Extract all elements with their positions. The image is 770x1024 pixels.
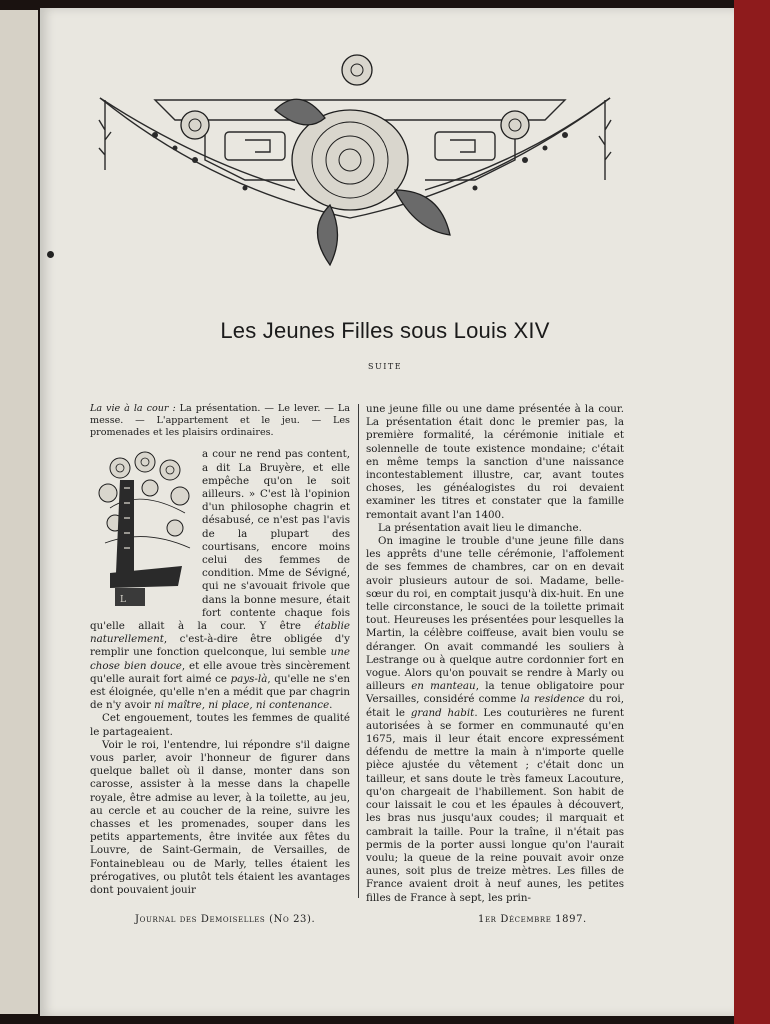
left-p1-text-c: , et elle avoue très sincèrement qu'elle aurait fort aimé ce	[90, 659, 350, 685]
left-p1-text-b: , c'est-à-dire être obligée d'y remplir une fonction quelconque, lui semble	[90, 633, 350, 659]
left-p1-italic-3: pays-là	[230, 672, 268, 685]
right-column	[366, 403, 624, 905]
left-p1-text-d: , qu'elle ne s'en est éloignée, qu'elle n'en a médit que par chagrin de n'y avoir	[90, 672, 350, 712]
right-paragraph-2: La présentation avait lieu le dimanche.	[378, 521, 582, 534]
facing-page-edge	[0, 10, 38, 1014]
right-paragraph-3	[366, 535, 624, 905]
article-title: Les Jeunes Filles sous Louis XIV	[220, 318, 550, 343]
left-p1-italic-2: une chose bien douce	[90, 646, 350, 672]
right-p3-text-b: , la tenue obligatoire pour Versailles, considéré comme	[366, 680, 624, 706]
right-p3-text-a: On imagine le trouble d'une jeune fille dans les apprêts d'une telle cérémonie, l'affolement de ses femmes de chambres, car on en devait avoir plusieurs autour de soi. Madame, belle-sœur du roi, en comptait jusqu'à dix-huit. En une telle circonstance, le souci de la toilette primait tout. Heureuses les présentées pour lesquelles la Martin, la célèbre coiffeuse, avait bien voulu se déranger. On avait commandé les souliers à Lestrange ou à quelque autre cordonnier fort en vogue. Alors qu'on pouvait se rendre à Marly ou ailleurs	[366, 535, 624, 693]
right-p3-italic-1: en manteau	[411, 680, 476, 693]
right-p3-italic-3: grand habit	[410, 706, 475, 719]
footer-date: 1er Décembre 1897.	[478, 914, 587, 925]
summary-text: La présentation. — Le lever. — La messe. — L'appartement et le jeu. — Les promenades et les plaisirs ordinaires.	[90, 403, 350, 438]
left-paragraph-2: Cet engouement, toutes les femmes de qualité le partageaient.	[90, 712, 350, 738]
left-p1-italic-4: ni maître, ni place, ni contenance	[154, 699, 330, 712]
binding-hole	[47, 251, 54, 258]
left-p1-text-e: .	[329, 699, 333, 712]
drop-cap-letter: L	[120, 595, 126, 606]
right-paragraph-1: une jeune fille ou une dame présentée à la cour. La présentation était donc le premier pas, la première formalité, la cérémonie initiale et solennelle de toute existence mondaine; c'était en même temps la sanction d'une naissance incontestablement illustre, car, avant toutes choses, les généalogistes du roi devaient examiner les titres et constater que la famille remontait avant l'an 1400.	[366, 403, 624, 521]
column-divider	[358, 404, 359, 898]
left-p1-italic-1: établie naturellement	[90, 620, 350, 646]
right-p3-text-c: du roi, était le	[366, 693, 624, 719]
article-subtitle: SUITE	[367, 362, 403, 371]
left-p1-text-a: a cour ne rend pas content, a dit La Bruyère, et elle empêche qu'on le soit ailleurs. » C'est là l'opinion d'un philosophe chagrin et désabusé, ce n'est pas l'avis de la plupart des courtisans, encore moins celui des femmes de condition. Mme de Sévigné, qui ne s'avouait frivole que dans la bonne mesure, était fort contente chaque fois qu'elle allait à la cour. Y être	[90, 448, 350, 633]
drop-cap-illustration	[90, 448, 196, 610]
floral-headpiece-ornament	[95, 40, 625, 280]
book-cover-edge	[734, 0, 770, 1024]
left-paragraph-3: Voir le roi, l'entendre, lui répondre s'il daigne vous parler, avoir l'honneur de figurer dans quelque ballet où il danse, monter dans son carosse, assister à la messe dans la chapelle royale, être admise au lever, à la toilette, au jeu, au cercle et au coucher de la reine, suivre les chasses et les promenades, souper dans les petits appartements, être invitée aux fêtes du Louvre, de Saint-Germain, de Versailles, de Fontainebleau ou de Marly, telles étaient les prérogatives, ou plutôt tels étaient les avantages dont pouvaient jouir	[90, 738, 350, 897]
summary-lead: La vie à la cour :	[90, 403, 176, 414]
right-p3-text-d: . Les couturières ne furent autorisées à se former en communauté qu'en 1675, mais il leur était encore expressément défendu de mettre la main à n'importe quelle pièce ajustée du vêtement ; c'était donc un tailleur, et sans doute le très fameux Lacouture, qu'on chargeait de l'habillement. Son habit de cour laissait le cou et les épaules à découvert, les bras nus jusqu'aux coudes; il marquait et cambrait la taille. Pour la traîne, il n'était pas permis de la porter aussi longue qu'on l'aurait voulu; la queue de la reine pouvait avoir onze aunes, soit plus de treize mètres. Les filles de France avaient droit à neuf aunes, les petites filles de France à sept, les prin-	[366, 706, 624, 904]
right-p3-italic-2: la residence	[520, 693, 585, 706]
footer-journal: Journal des Demoiselles (No 23).	[135, 914, 316, 925]
chapter-summary	[90, 403, 350, 438]
left-column	[90, 403, 350, 897]
